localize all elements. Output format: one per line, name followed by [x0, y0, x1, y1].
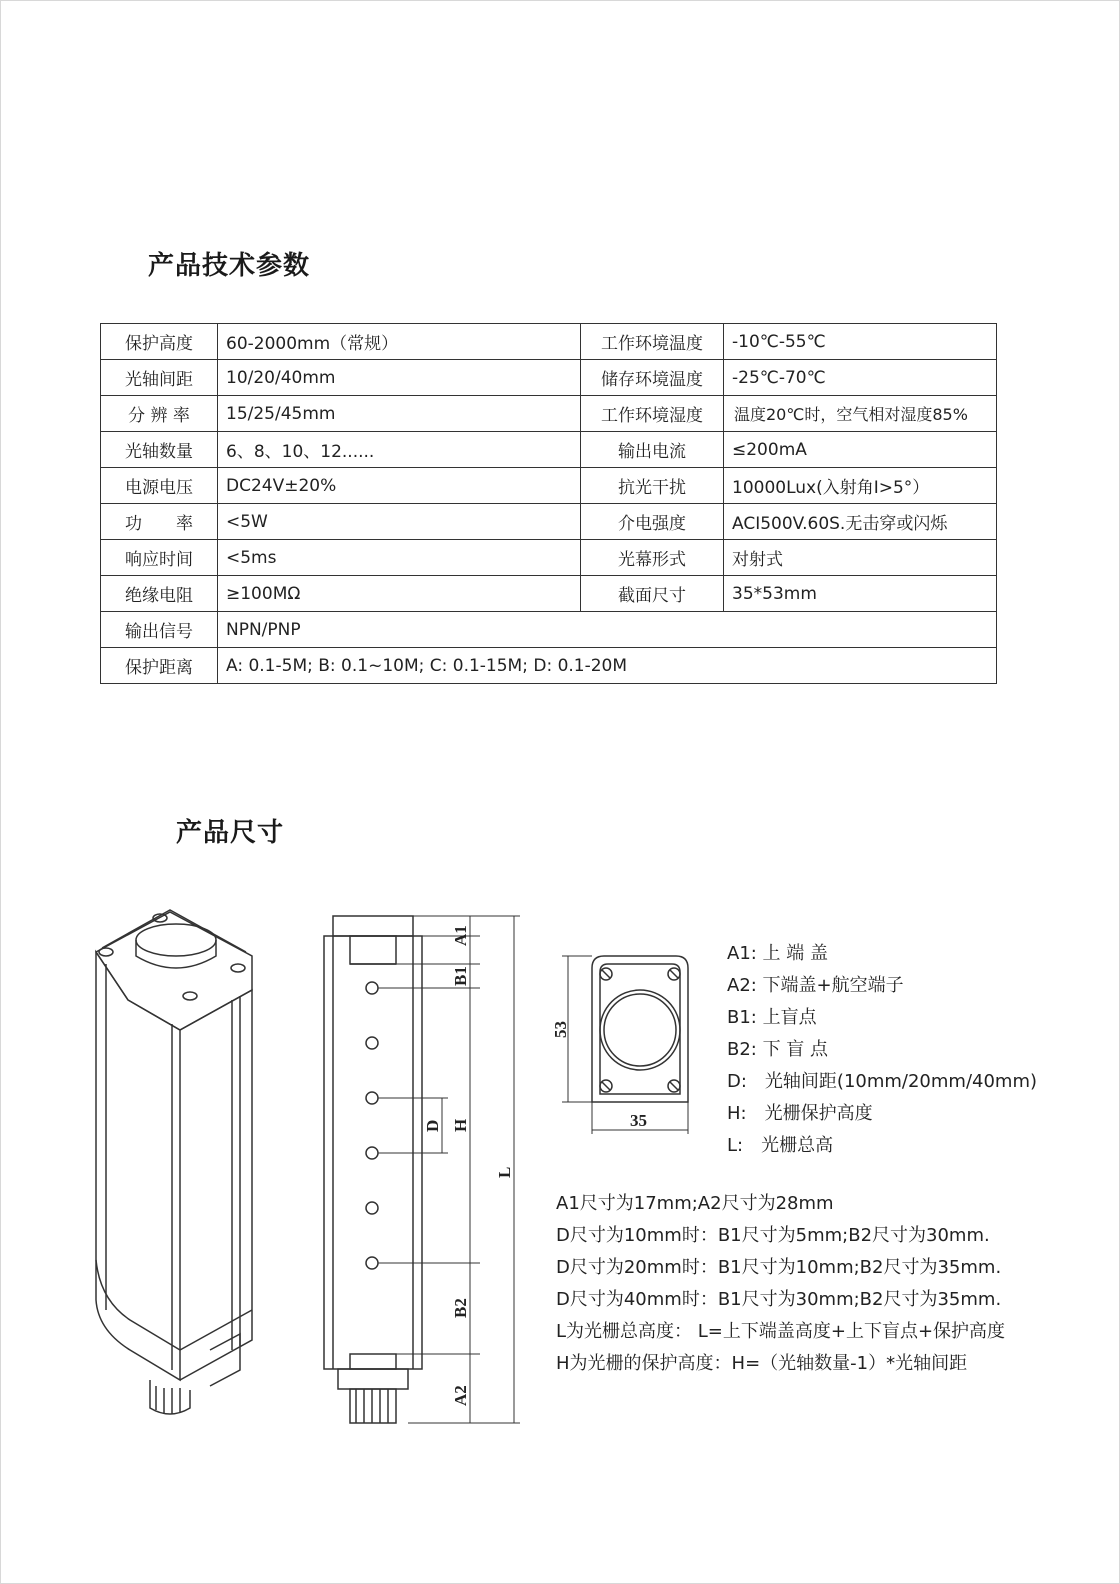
legend-item: A2: 下端盖+航空端子 — [727, 975, 904, 996]
note-line: L为光栅总高度： L=上下端盖高度+上下盲点+保护高度 — [556, 1321, 1006, 1342]
spec-label: 分 辨 率 — [101, 396, 218, 432]
legend-item: B2: 下 盲 点 — [727, 1039, 829, 1060]
spec-value: 60-2000mm（常规） — [218, 324, 581, 360]
spec-label: 绝缘电阻 — [101, 576, 218, 612]
dim-label-a1: A1 — [451, 925, 470, 946]
spec-label: 输出电流 — [581, 432, 724, 468]
dim-label-d: D — [423, 1119, 442, 1132]
spec-label: 响应时间 — [101, 540, 218, 576]
cross-section-view — [592, 956, 688, 1102]
dim-label-width-35: 35 — [630, 1111, 647, 1130]
spec-table — [100, 323, 997, 684]
table-row — [101, 576, 997, 612]
spec-value: ≤200mA — [724, 432, 997, 468]
spec-label: 工作环境湿度 — [581, 396, 724, 432]
spec-value: 10000Lux(入射角I>5°） — [724, 468, 997, 504]
spec-label: 光幕形式 — [581, 540, 724, 576]
dim-label-h: H — [451, 1118, 470, 1132]
isometric-product-view — [96, 910, 252, 1414]
legend-item: H: 光栅保护高度 — [727, 1103, 873, 1124]
spec-value: 10/20/40mm — [218, 360, 581, 396]
dim-label-l: L — [495, 1166, 514, 1178]
spec-value: -25℃-70℃ — [724, 360, 997, 396]
legend-item: L: 光栅总高 — [727, 1135, 834, 1156]
spec-label: 保护距离 — [101, 648, 218, 684]
spec-value: DC24V±20% — [218, 468, 581, 504]
note-line: D尺寸为20mm时：B1尺寸为10mm;B2尺寸为35mm. — [556, 1257, 1002, 1278]
dim-label-height-53: 53 — [551, 1021, 570, 1038]
dimension-notes — [556, 1188, 1005, 1380]
spec-label: 光轴间距 — [101, 360, 218, 396]
spec-label: 输出信号 — [101, 612, 218, 648]
legend-item: A1: 上 端 盖 — [727, 943, 828, 964]
dim-label-b2: B2 — [451, 1298, 470, 1318]
spec-label: 截面尺寸 — [581, 576, 724, 612]
spec-label: 储存环境温度 — [581, 360, 724, 396]
spec-label: 抗光干扰 — [581, 468, 724, 504]
dimension-section-title: 产品尺寸 — [176, 818, 285, 848]
spec-label: 工作环境温度 — [581, 324, 724, 360]
spec-value: ACI500V.60S.无击穿或闪烁 — [724, 504, 997, 540]
spec-label: 介电强度 — [581, 504, 724, 540]
dim-label-a2: A2 — [451, 1385, 470, 1406]
table-row — [101, 540, 997, 576]
table-row — [101, 396, 997, 432]
spec-label: 功 率 — [101, 504, 218, 540]
note-line: D尺寸为10mm时：B1尺寸为5mm;B2尺寸为30mm. — [556, 1225, 990, 1246]
front-elevation-view — [324, 916, 422, 1423]
table-row — [101, 468, 997, 504]
note-line: H为光栅的保护高度：H=（光轴数量-1）*光轴间距 — [556, 1353, 968, 1374]
dim-label-b1: B1 — [451, 966, 470, 986]
note-line: A1尺寸为17mm;A2尺寸为28mm — [556, 1193, 834, 1214]
spec-value: 温度20℃时，空气相对湿度85% — [724, 396, 997, 432]
spec-value: ≥100MΩ — [218, 576, 581, 612]
spec-value: 对射式 — [724, 540, 997, 576]
table-row — [101, 432, 997, 468]
spec-label: 保护高度 — [101, 324, 218, 360]
spec-value: A: 0.1-5M; B: 0.1~10M; C: 0.1-15M; D: 0.1-20M — [218, 648, 997, 684]
table-row — [101, 612, 997, 648]
spec-value: 15/25/45mm — [218, 396, 581, 432]
table-row — [101, 324, 997, 360]
spec-label: 光轴数量 — [101, 432, 218, 468]
spec-value: 6、8、10、12...... — [218, 432, 581, 468]
spec-value: <5W — [218, 504, 581, 540]
spec-value: NPN/PNP — [218, 612, 997, 648]
dimension-legend — [727, 938, 1037, 1162]
legend-item: D: 光轴间距(10mm/20mm/40mm) — [727, 1071, 1038, 1092]
spec-label: 电源电压 — [101, 468, 218, 504]
table-row — [101, 648, 997, 684]
note-line: D尺寸为40mm时：B1尺寸为30mm;B2尺寸为35mm. — [556, 1289, 1002, 1310]
legend-item: B1: 上盲点 — [727, 1007, 817, 1028]
table-row — [101, 360, 997, 396]
spec-value: 35*53mm — [724, 576, 997, 612]
spec-value: -10℃-55℃ — [724, 324, 997, 360]
spec-value: <5ms — [218, 540, 581, 576]
spec-section-title: 产品技术参数 — [148, 251, 311, 281]
table-row — [101, 504, 997, 540]
